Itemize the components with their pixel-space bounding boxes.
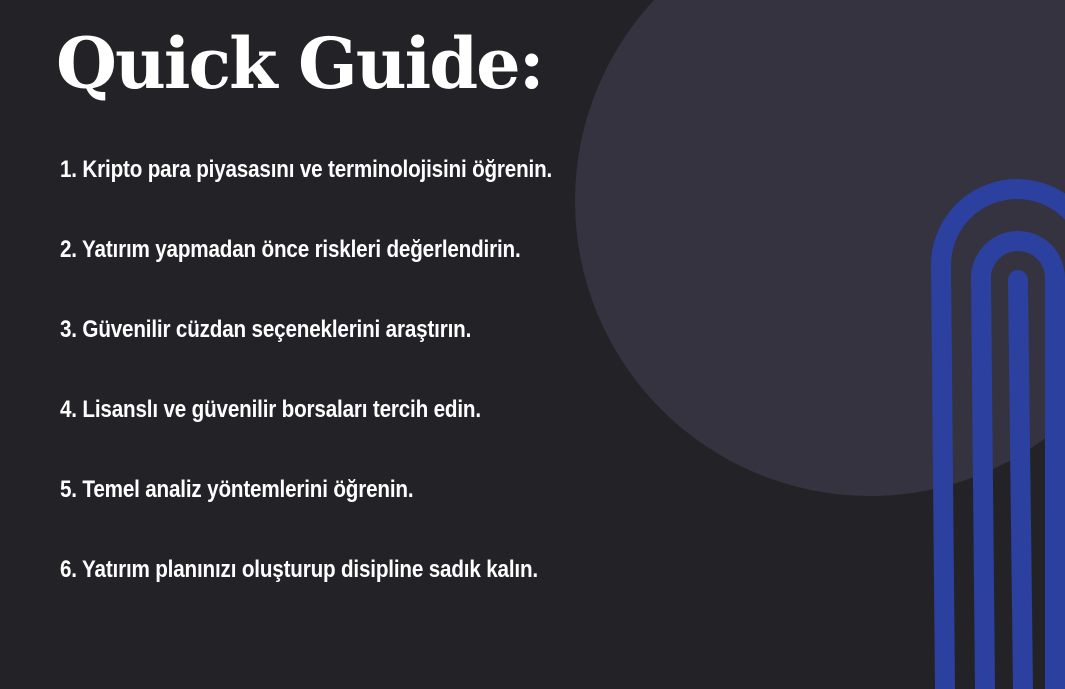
guide-steps-list	[60, 150, 632, 630]
page-title: Quick Guide:	[56, 22, 543, 105]
guide-step: 5. Temel analiz yöntemlerini öğrenin.	[60, 476, 414, 503]
arch-inner	[1018, 280, 1023, 689]
guide-step: 1. Kripto para piyasasını ve terminolojisini öğrenin.	[60, 156, 553, 183]
guide-step: 2. Yatırım yapmadan önce riskleri değerlendirin.	[60, 236, 521, 263]
guide-step: 3. Güvenilir cüzdan seçeneklerini araştırın.	[60, 316, 472, 343]
guide-step: 4. Lisanslı ve güvenilir borsaları tercih edin.	[60, 396, 481, 423]
guide-step: 6. Yatırım planınızı oluşturup disipline sadık kalın.	[60, 556, 538, 583]
